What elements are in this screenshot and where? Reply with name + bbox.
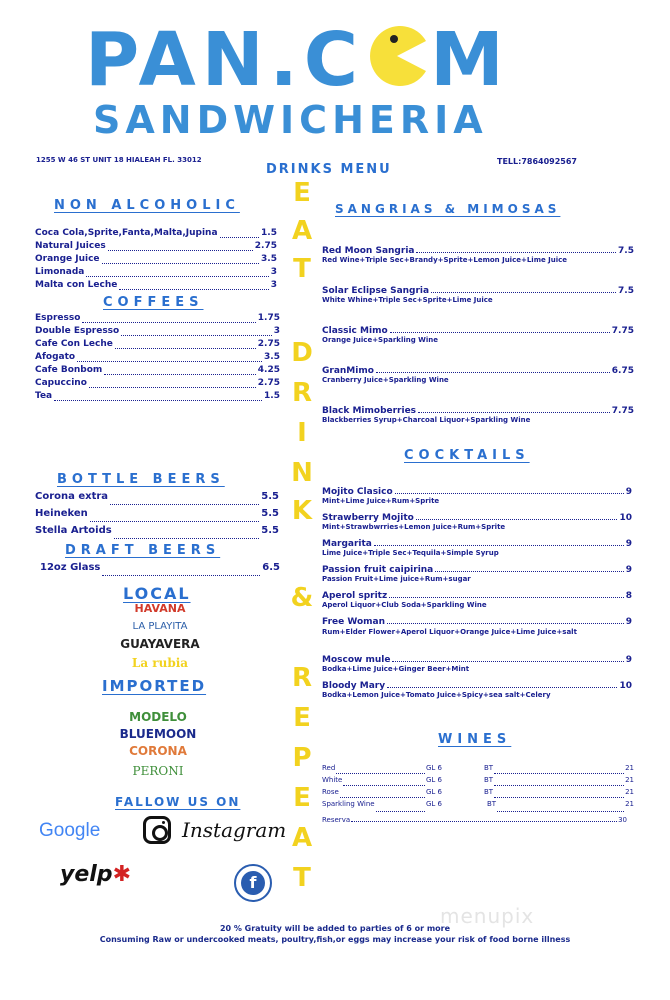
vertical-letter: P — [292, 743, 312, 773]
sangrias-heading: SANGRIAS & MIMOSAS — [335, 202, 561, 216]
menu-item: Free Woman 9 Rum+Elder Flower+Aperol Liquor+Orange Juice+Lime Juice+salt — [322, 617, 632, 636]
menu-item: Aperol spritz 8 Aperol Liquor+Club Soda+Sparkling Wine — [322, 591, 632, 609]
menu-item: Black Mimoberries 7.75 Blackberries Syrup+Charcoal Liquor+Sparkling Wine — [322, 406, 634, 424]
instagram-icon[interactable] — [143, 816, 171, 844]
local-heading: LOCAL — [123, 584, 191, 603]
title-dot: . — [269, 17, 304, 103]
item-description: White Whine+Triple Sec+Sprite+Lime Juice — [322, 296, 493, 304]
menu-item: Coca Cola,Sprite,Fanta,Malta,Jupina 1.5 — [35, 228, 277, 238]
vertical-letter: & — [290, 583, 314, 613]
brand-corona: CORONA — [129, 744, 187, 758]
yelp-icon[interactable]: yelp✱ — [60, 862, 131, 887]
coffees-heading: COFFEES — [103, 295, 204, 310]
cocktails-heading: COCKTAILS — [404, 448, 530, 463]
menu-item: Stella Artoids 5.5 — [35, 525, 279, 542]
watermark: menupix — [440, 904, 535, 928]
menu-item: Tea 1.5 — [35, 391, 280, 401]
draft-beers-list — [40, 562, 280, 579]
wines-list — [322, 764, 634, 824]
imported-brands — [98, 710, 218, 778]
menu-item: Malta con Leche 3 — [35, 280, 277, 290]
wine-row: Sparkling Wine GL 6 BT 21 — [322, 800, 634, 814]
address: 1255 W 46 ST UNIT 18 HIALEAH FL. 33012 — [36, 156, 202, 164]
vertical-letter: D — [291, 338, 313, 368]
menu-item: Cafe Con Leche 2.75 — [35, 339, 280, 349]
restaurant-subtitle: SANDWICHERIA — [93, 98, 488, 142]
draft-beers-heading: DRAFT BEERS — [65, 543, 221, 558]
menu-item: Cafe Bonbom 4.25 — [35, 365, 280, 375]
google-label: Google — [39, 820, 101, 841]
sangrias-list — [322, 246, 634, 446]
item-description: Red Wine+Triple Sec+Brandy+Sprite+Lemon Juice+Lime Juice — [322, 256, 568, 264]
brand-peroni: PERONI — [132, 764, 184, 778]
menu-item: Strawberry Mojito 10 Mint+Strawbwrries+Lemon Juice+Rum+Sprite — [322, 513, 632, 531]
menu-item: Afogato 3.5 — [35, 352, 280, 362]
menu-item: 12oz Glass 6.5 — [40, 562, 280, 579]
vertical-letter: I — [297, 418, 307, 448]
title-c: C — [303, 17, 365, 103]
bottle-beers-heading: BOTTLE BEERS — [57, 472, 225, 487]
menu-item: Margarita 9 Lime Juice+Triple Sec+Tequila+Simple Syrup — [322, 539, 632, 557]
menu-item: Limonada 3 — [35, 267, 277, 277]
vertical-letter: A — [291, 823, 313, 853]
pacman-icon — [364, 23, 430, 89]
menu-item: Heineken 5.5 — [35, 508, 279, 525]
menu-title: DRINKS MENU — [266, 162, 392, 177]
wine-row: Rose GL 6 BT 21 — [322, 788, 634, 796]
item-description: Orange Juice+Sparkling Wine — [322, 336, 439, 344]
instagram-label: Instagram — [182, 818, 287, 842]
vertical-letter: T — [293, 254, 311, 284]
follow-us-heading: FALLOW US ON — [115, 795, 241, 809]
facebook-icon[interactable] — [234, 864, 272, 902]
imported-heading: IMPORTED — [102, 677, 207, 695]
cocktails-list — [322, 487, 632, 707]
wine-reserva: Reserva 30 — [322, 816, 627, 824]
phone: TELL:7864092567 — [497, 157, 577, 166]
vertical-letter: A — [291, 216, 313, 246]
menu-item: Passion fruit caipirina 9 Passion Fruit+Lime juice+Rum+sugar — [322, 565, 632, 583]
menu-item: Mojito Clasico 9 Mint+Lime Juice+Rum+Sprite — [322, 487, 632, 505]
menu-item: Moscow mule 9 Bodka+Lime Juice+Ginger Beer+Mint — [322, 655, 632, 673]
item-description: Mint+Strawbwrries+Lemon Juice+Rum+Sprite — [322, 523, 506, 531]
gratuity-note: 20 % Gratuity will be added to parties of 6 or more — [219, 924, 451, 933]
wine-row: Red GL 6 BT 21 — [322, 764, 634, 772]
brand-modelo: MODELO — [129, 710, 187, 724]
item-description: Aperol Liquor+Club Soda+Sparkling Wine — [322, 601, 487, 609]
vertical-letter: N — [291, 458, 313, 488]
brand-havana: HAVANA — [134, 602, 186, 615]
non-alcoholic-heading: NON ALCOHOLIC — [54, 198, 240, 213]
item-description: Bodka+Lime Juice+Ginger Beer+Mint — [322, 665, 470, 673]
google-icon[interactable] — [39, 820, 100, 842]
brand-guayavera: GUAYAVERA — [120, 637, 200, 651]
menu-item: Natural Juices 2.75 — [35, 241, 277, 251]
menu-item: Classic Mimo 7.75 Orange Juice+Sparkling Wine — [322, 326, 634, 344]
menu-item: Double Espresso 3 — [35, 326, 280, 336]
menu-item: Solar Eclipse Sangria 7.5 White Whine+Triple Sec+Sprite+Lime Juice — [322, 286, 634, 304]
item-description: Blackberries Syrup+Charcoal Liquor+Sparkling Wine — [322, 416, 531, 424]
item-description: Mint+Lime Juice+Rum+Sprite — [322, 497, 440, 505]
wines-heading: WINES — [438, 732, 512, 747]
vertical-letter: K — [291, 496, 313, 526]
menu-item: GranMimo 6.75 Cranberry Juice+Sparkling Wine — [322, 366, 634, 384]
menu-item: Capuccino 2.75 — [35, 378, 280, 388]
menu-item: Red Moon Sangria 7.5 Red Wine+Triple Sec+Brandy+Sprite+Lemon Juice+Lime Juice — [322, 246, 634, 264]
item-description: Lime Juice+Triple Sec+Tequila+Simple Syrup — [322, 549, 499, 557]
item-description: Cranberry Juice+Sparkling Wine — [322, 376, 449, 384]
vertical-letter: R — [291, 663, 313, 693]
eat-drink-repeat-banner — [287, 178, 317, 898]
menu-item: Corona extra 5.5 — [35, 491, 279, 508]
menu-item: Bloody Mary 10 Bodka+Lemon Juice+Tomato Juice+Spicy+sea salt+Celery — [322, 681, 632, 699]
brand-la-rubia: La rubia — [131, 656, 189, 670]
item-description: Rum+Elder Flower+Aperol Liquor+Orange Juice+Lime Juice+salt — [322, 628, 577, 636]
yelp-label: yelp — [60, 862, 113, 887]
item-description: Bodka+Lemon Juice+Tomato Juice+Spicy+sea salt+Celery — [322, 691, 551, 699]
restaurant-logo — [85, 17, 585, 150]
vertical-letter: E — [293, 703, 311, 733]
coffees-list — [35, 313, 280, 404]
brand-la-playita: LA PLAYITA — [132, 621, 188, 632]
brand-bluemoon: BLUEMOON — [119, 727, 197, 741]
bottle-beers-list — [35, 491, 279, 542]
menu-item: Espresso 1.75 — [35, 313, 280, 323]
non-alcoholic-list — [35, 228, 277, 293]
title-pan: PAN — [85, 17, 270, 103]
title-m: M — [430, 17, 510, 103]
local-brands — [100, 602, 220, 670]
vertical-letter: R — [291, 378, 313, 408]
facebook-label: f — [241, 871, 265, 895]
vertical-letter: E — [293, 783, 311, 813]
wine-row: White GL 6 BT 21 — [322, 776, 634, 784]
vertical-letter: T — [293, 863, 311, 893]
item-description: Passion Fruit+Lime juice+Rum+sugar — [322, 575, 471, 583]
food-warning: Consuming Raw or undercooked meats, poultry,fish,or eggs may increase your risk of food borne illness — [99, 935, 571, 944]
vertical-letter: E — [293, 178, 311, 208]
menu-item: Orange Juice 3.5 — [35, 254, 277, 264]
